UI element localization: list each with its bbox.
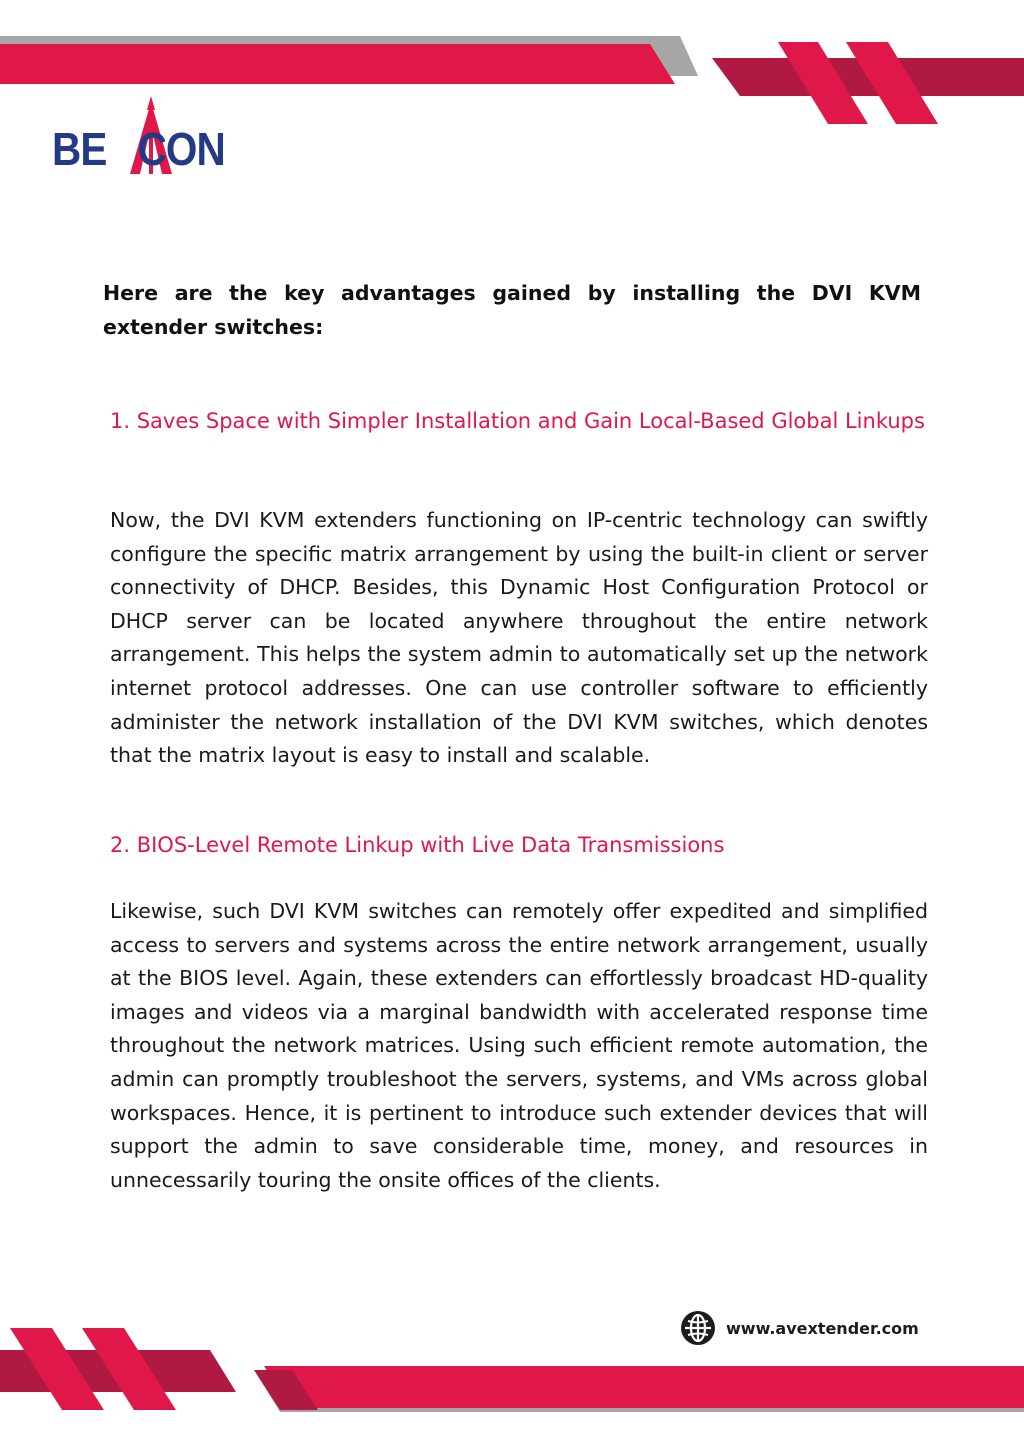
top-red-band [0, 44, 675, 84]
bottom-red-band [264, 1366, 1024, 1408]
intro-heading: Here are the key advantages gained by installing the DVI KVM extender switches: [103, 281, 921, 339]
section-1-body: Now, the DVI KVM extenders functioning on IP-centric technology can swiftly configure the specific matrix arrangement by using the built-in client or server connectivity of DHCP. Besides, this Dynamic Host Configuration Protocol or DHCP server can be located anywhere throughout the entire network arrangement. This helps the system admin to automatically set up the network internet protocol addresses. One can use controller software to efficiently administer the network installation of the DVI KVM switches, which denotes that the matrix layout is easy to install and scalable. [110, 508, 928, 768]
section-2-body: Likewise, such DVI KVM switches can remotely offer expedited and simplified access to servers and systems across the entire network arrangement, usually at the BIOS level. Again, these extenders can effortlessly broadcast HD-quality images and videos via a marginal bandwidth with accelerated response time throughout the network matrices. Using such efficient remote automation, the admin can promptly troubleshoot the servers, systems, and VMs across global workspaces. Hence, it is pertinent to introduce such extender devices that will support the admin to save considerable time, money, and resources in unnecessarily touring the onsite offices of the clients. [110, 899, 928, 1192]
website-link[interactable] [680, 1310, 919, 1346]
website-url[interactable]: www.avextender.com [726, 1318, 919, 1338]
beacon-logo [50, 96, 240, 180]
section-2-heading: 2. BIOS-Level Remote Linkup with Live Data Transmissions [110, 833, 725, 857]
logo-wordmark: BE CON [52, 123, 225, 175]
globe-icon [680, 1310, 716, 1346]
section-1-heading: 1. Saves Space with Simpler Installation and Gain Local-Based Global Linkups [110, 409, 925, 433]
